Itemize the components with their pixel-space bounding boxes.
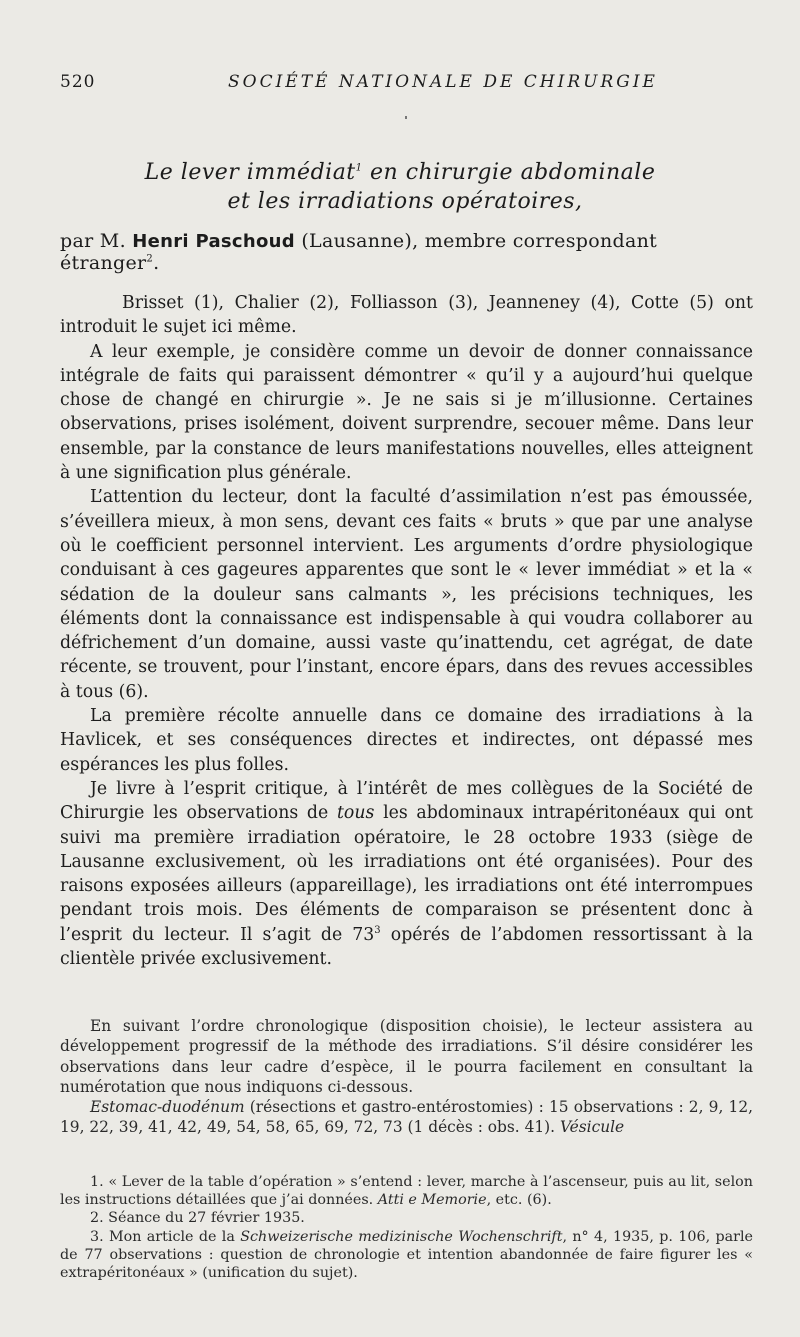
title-line-1: Le lever immédiat$^1$ en chirurgie abdominale [144, 160, 656, 185]
paragraph-5: Je livre à l’esprit critique, à l’intérêt de mes collègues de la Société de Chirurgie les observations de tous les abdominaux intrapéritonéaux qui ont suivi ma première irradiation opératoire, le 28 octobre 1933 (siège de Lausanne exclusivement, où les irradiations ont été organisées). Pour des raisons exposées ailleurs (appareillage), les irradiations ont été interrompues pendant trois mois. Des éléments de comparaison se présentent donc à l’esprit du lecteur. Il s’agit de $73^3$ opérés de l’abdomen ressortissant à la clientèle privée exclusivement. [60, 778, 754, 970]
title-line-2: et les irradiations opératoires, [227, 189, 583, 214]
footnotes [60, 1173, 753, 1282]
page-number: 520 [60, 72, 96, 92]
footnote-3: 3. Mon article de la Schweizerische medizinische Wochenschrift, n° 4, 1935, p. 106, parle de 77 observations : question de chronologie et intention abandonnée de faire figurer les « extrapéritonéaux » (unification du sujet). [60, 1228, 754, 1282]
footnote-1: 1. « Lever de la table d’opération » s’entend : lever, marche à l’ascenseur, puis au lit, selon les instructions détaillées que j’ai données. Atti e Memorie, etc. (6). [60, 1174, 753, 1209]
small-paragraph-2: Estomac-duodénum (résections et gastro-entérostomies) : 15 observations : 2, 9, 12, 19, 22, 39, 41, 42, 49, 54, 58, 65, 69, 72, 73 (1 décès : obs. 41). Vésicule [60, 1098, 753, 1137]
running-title: SOCIÉTÉ NATIONALE DE CHIRURGIE [228, 72, 658, 92]
paragraph-3: L’attention du lecteur, dont la faculté d’assimilation n’est pas émoussée, s’éveillera mieux, à mon sens, devant ces faits « bruts » que par une analyse où le coefficient personnel intervient. Les arguments d’ordre physiologique conduisant à ces gageures apparentes que sont le « lever immédiat » et la « sédation de la douleur sans calmants », les précisions techniques, les éléments dont la connaissance est indispensable à qui voudra collaborer au défrichement d’un domaine, aussi vaste qu’inattendu, cet agrégat, de date récente, se trouvent, pour l’instant, encore épars, dans des revues accessibles à tous (6). [60, 487, 753, 702]
paragraph-4: La première récolte annuelle dans ce domaine des irradiations à la Havlicek, et ses conséquences directes et indirectes, ont dépassé mes espérances les plus folles. [60, 706, 753, 775]
paragraph-1: Brisset (1), Chalier (2), Folliasson (3), Jeanneney (4), Cotte (5) ont introduit le sujet ici même. [60, 293, 753, 338]
footnote-2: 2. Séance du 27 février 1935. [90, 1210, 305, 1227]
small-paragraph-1: En suivant l’ordre chronologique (disposition choisie), le lecteur assistera au développement progressif de la méthode des irradiations. S’il désire considérer les observations dans leur cadre d’espèce, il le pourra facilement en consultant la numérotation que nous indiquons ci-dessous. [60, 1017, 753, 1096]
paragraph-2: A leur exemple, je considère comme un devoir de donner connaissance intégrale de faits qui paraissent démontrer « qu’il y a aujourd’hui quelque chose de changé en chirurgie ». Je ne sais si je m’illusionne. Certaines observations, prises isolément, doivent surprendre, secouer même. Dans leur ensemble, par la constance de leurs manifestations nouvelles, elles atteignent à une signification plus générale. [60, 341, 753, 484]
author-line: par M. Henri Paschoud (Lausanne), membre correspondant étranger$^2$. [60, 230, 658, 274]
article-title [0, 158, 800, 216]
page-header [0, 72, 800, 96]
small-print-section [60, 1016, 753, 1138]
ink-speck [405, 116, 407, 119]
author-name: Henri Paschoud [132, 231, 295, 252]
article-body [60, 291, 753, 971]
